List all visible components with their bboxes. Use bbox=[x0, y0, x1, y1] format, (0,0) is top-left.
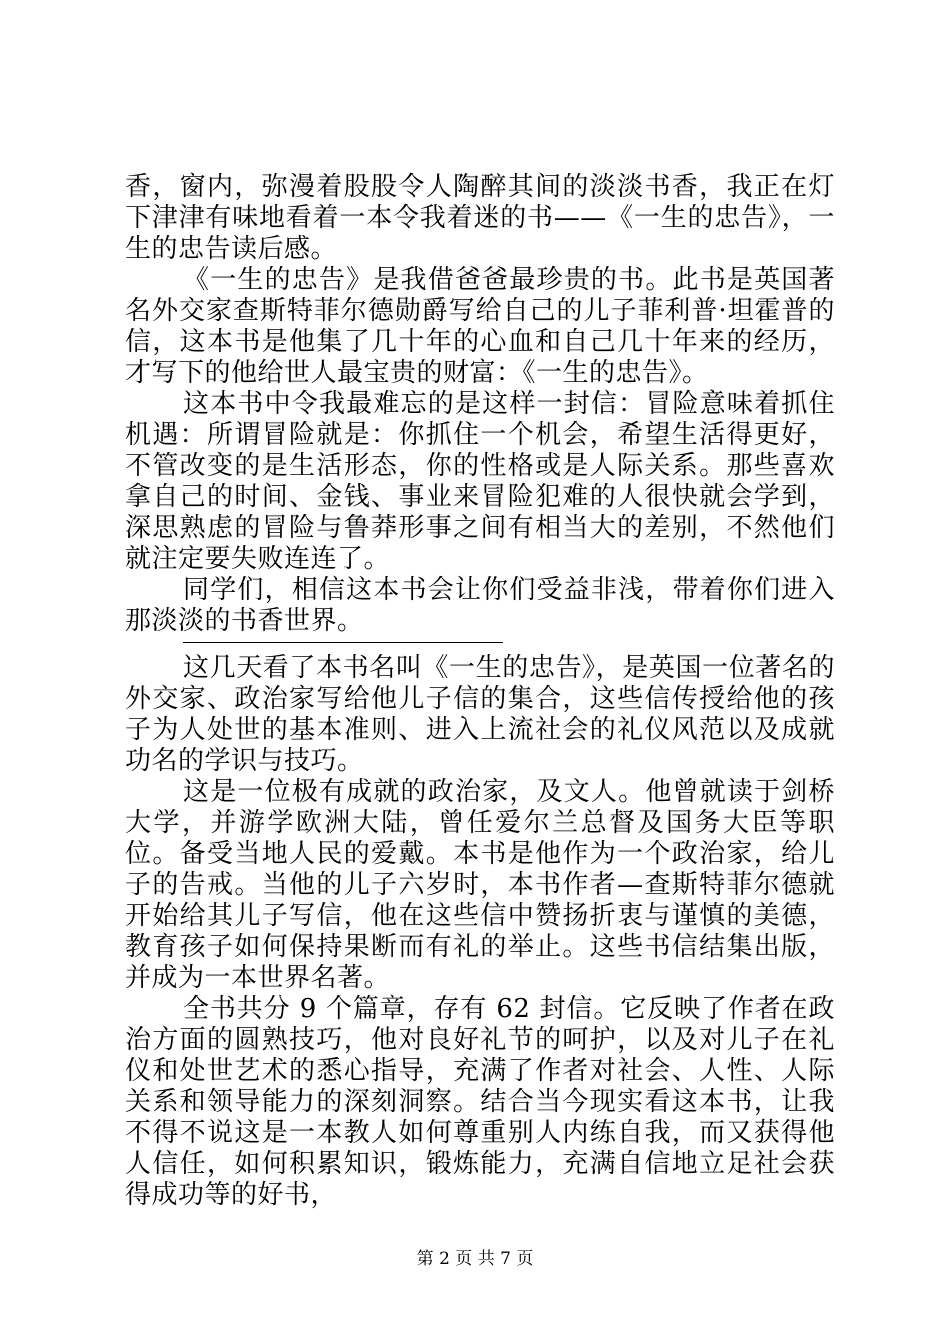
section-divider bbox=[183, 642, 503, 643]
paragraph-book-intro: 《一生的忠告》是我借爸爸最珍贵的书。此书是英国著名外交家查斯特菲尔德勋爵写给自己的儿子菲利普·坦霍普的信，这本书是他集了几十年的心血和自己几十年来的经历，才写下的他给世人最宝贵的财富：《一生的忠告》。 bbox=[125, 265, 835, 388]
paragraph-recommendation: 同学们，相信这本书会让你们受益非浅，带着你们进入那淡淡的书香世界。 bbox=[125, 575, 835, 636]
paragraph-continuation: 香，窗内，弥漫着股股令人陶醉其间的淡淡书香，我正在灯下津津有味地看着一本令我着迷的书——《一生的忠告》，一生的忠告读后感。 bbox=[125, 172, 835, 264]
page-number-footer: 第 2 页 共 7 页 bbox=[416, 1249, 534, 1269]
document-body bbox=[125, 172, 835, 1211]
paragraph-memorable-letter: 这本书中令我最难忘的是这样一封信：冒险意味着抓住机遇：所谓冒险就是：你抓住一个机会，希望生活得更好，不管改变的是生活形态，你的性格或是人际关系。那些喜欢拿自己的时间、金钱、事业来冒险犯难的人很快就会学到，深思熟虑的冒险与鲁莽形事之间有相当大的差别，不然他们就注定要失败连连了。 bbox=[125, 389, 835, 574]
paragraph-second-essay-intro: 这几天看了本书名叫《一生的忠告》，是英国一位著名的外交家、政治家写给他儿子信的集合，这些信传授给他的孩子为人处世的基本准则、进入上流社会的礼仪风范以及成就功名的学识与技巧。 bbox=[125, 653, 835, 776]
paragraph-book-summary: 全书共分 9 个篇章，存有 62 封信。它反映了作者在政治方面的圆熟技巧，他对良好礼节的呵护，以及对儿子在礼仪和处世艺术的悉心指导，充满了作者对社会、人性、人际关系和领导能力的深刻洞察。结合当今现实看这本书，让我不得不说这是一本教人如何尊重别人内练自我，而又获得他人信任，如何积累知识，锻炼能力，充满自信地立足社会获得成功等的好书， bbox=[125, 994, 835, 1210]
paragraph-author-bio: 这是一位极有成就的政治家，及文人。他曾就读于剑桥大学，并游学欧洲大陆，曾任爱尔兰总督及国务大臣等职位。备受当地人民的爱戴。本书是他作为一个政治家，给儿子的告戒。当他的儿子六岁时，本书作者—查斯特菲尔德就开始给其儿子写信，他在这些信中赞扬折衷与谨慎的美德，教育孩子如何保持果断而有礼的举止。这些书信结集出版，并成为一本世界名著。 bbox=[125, 777, 835, 993]
